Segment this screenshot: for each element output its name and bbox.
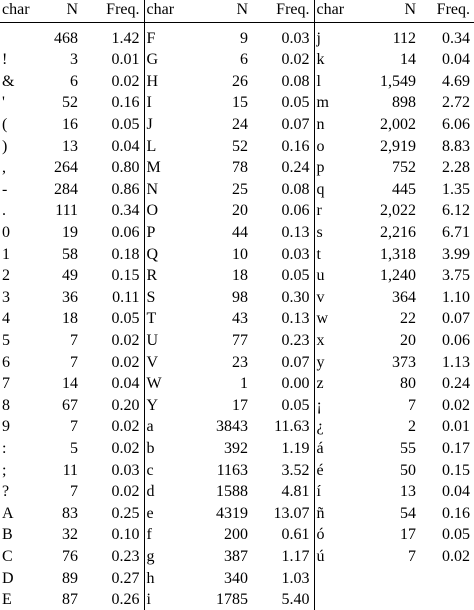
table-row [0, 373, 474, 395]
char-cell: r [314, 200, 364, 222]
count-cell: 111 [30, 200, 82, 222]
freq-cell: 13.07 [252, 502, 314, 524]
count-cell: 32 [30, 524, 82, 546]
count-cell: 9 [194, 23, 252, 50]
freq-cell: 0.24 [252, 157, 314, 179]
table-row [0, 222, 474, 244]
count-cell: 43 [194, 308, 252, 330]
table-row [0, 502, 474, 524]
char-cell: ¡ [314, 395, 364, 417]
char-cell: y [314, 351, 364, 373]
table-row [0, 416, 474, 438]
count-cell: 2,919 [364, 135, 420, 157]
table-row [0, 114, 474, 136]
freq-cell: 0.05 [252, 92, 314, 114]
count-cell: 373 [364, 351, 420, 373]
count-cell: 392 [194, 438, 252, 460]
header-char-1: char [0, 0, 30, 23]
header-char-3: char [314, 0, 364, 23]
freq-cell: 0.34 [82, 200, 144, 222]
table-header [0, 0, 474, 23]
char-cell: & [0, 71, 30, 93]
freq-cell: 0.02 [420, 395, 474, 417]
count-cell: 15 [194, 92, 252, 114]
freq-cell: 0.04 [420, 481, 474, 503]
freq-cell: 2.28 [420, 157, 474, 179]
count-cell: 98 [194, 287, 252, 309]
count-cell: 7 [364, 546, 420, 568]
freq-cell: 4.81 [252, 481, 314, 503]
count-cell: 26 [194, 71, 252, 93]
char-cell: 0 [0, 222, 30, 244]
count-cell: 2 [364, 416, 420, 438]
char-cell: í [314, 481, 364, 503]
table-row [0, 589, 474, 610]
char-cell: ñ [314, 502, 364, 524]
freq-cell: 0.18 [82, 243, 144, 265]
freq-cell: 8.83 [420, 135, 474, 157]
char-cell: t [314, 243, 364, 265]
freq-cell: 1.03 [252, 567, 314, 589]
char-cell: c [144, 459, 194, 481]
char-cell: 1 [0, 243, 30, 265]
header-freq-2: Freq. [252, 0, 314, 23]
char-cell: E [0, 589, 30, 610]
count-cell: 80 [364, 373, 420, 395]
freq-cell: 0.02 [82, 330, 144, 352]
table-row [0, 330, 474, 352]
table-row [0, 92, 474, 114]
table-row [0, 265, 474, 287]
count-cell: 76 [30, 546, 82, 568]
freq-cell: 0.02 [82, 416, 144, 438]
char-cell: w [314, 308, 364, 330]
char-cell [314, 589, 364, 610]
char-cell: 5 [0, 330, 30, 352]
char-cell: M [144, 157, 194, 179]
freq-cell: 0.04 [420, 49, 474, 71]
table-body [0, 23, 474, 610]
freq-cell: 0.07 [252, 351, 314, 373]
freq-cell: 0.02 [420, 546, 474, 568]
count-cell: 18 [194, 265, 252, 287]
char-cell: 7 [0, 373, 30, 395]
count-cell: 52 [30, 92, 82, 114]
table-row [0, 524, 474, 546]
count-cell: 18 [30, 308, 82, 330]
char-cell: u [314, 265, 364, 287]
count-cell: 7 [30, 416, 82, 438]
header-freq-1: Freq. [82, 0, 144, 23]
char-cell: R [144, 265, 194, 287]
char-cell: 3 [0, 287, 30, 309]
count-cell [364, 589, 420, 610]
freq-cell: 0.01 [420, 416, 474, 438]
char-cell: ) [0, 135, 30, 157]
count-cell: 1,240 [364, 265, 420, 287]
count-cell: 7 [30, 330, 82, 352]
count-cell: 36 [30, 287, 82, 309]
char-cell: b [144, 438, 194, 460]
count-cell: 752 [364, 157, 420, 179]
char-cell: k [314, 49, 364, 71]
table-row [0, 200, 474, 222]
char-cell: Q [144, 243, 194, 265]
freq-cell: 1.35 [420, 179, 474, 201]
freq-cell: 2.72 [420, 92, 474, 114]
char-cell: ? [0, 481, 30, 503]
char-cell: é [314, 459, 364, 481]
char-cell: f [144, 524, 194, 546]
freq-cell: 1.19 [252, 438, 314, 460]
freq-cell: 0.08 [252, 179, 314, 201]
count-cell: 7 [30, 481, 82, 503]
char-cell: v [314, 287, 364, 309]
char-cell: ó [314, 524, 364, 546]
count-cell: 2,022 [364, 200, 420, 222]
freq-cell: 0.03 [252, 23, 314, 50]
freq-cell: 0.23 [82, 546, 144, 568]
table-row [0, 546, 474, 568]
freq-cell: 1.10 [420, 287, 474, 309]
freq-cell: 0.02 [82, 71, 144, 93]
count-cell: 468 [30, 23, 82, 50]
char-cell: F [144, 23, 194, 50]
freq-cell: 0.00 [252, 373, 314, 395]
freq-cell: 0.61 [252, 524, 314, 546]
char-cell [0, 23, 30, 50]
char-cell: N [144, 179, 194, 201]
count-cell: 16 [30, 114, 82, 136]
char-cell: m [314, 92, 364, 114]
char-cell: T [144, 308, 194, 330]
char-cell: p [314, 157, 364, 179]
char-cell: x [314, 330, 364, 352]
char-cell: z [314, 373, 364, 395]
freq-cell: 0.03 [252, 243, 314, 265]
table-row [0, 157, 474, 179]
freq-cell: 0.03 [82, 459, 144, 481]
table-row [0, 49, 474, 71]
char-cell: ! [0, 49, 30, 71]
freq-cell: 0.02 [82, 481, 144, 503]
char-cell: 8 [0, 395, 30, 417]
count-cell: 1785 [194, 589, 252, 610]
freq-cell: 0.05 [420, 524, 474, 546]
count-cell: 89 [30, 567, 82, 589]
count-cell: 52 [194, 135, 252, 157]
char-cell: á [314, 438, 364, 460]
header-count-3: N [364, 0, 420, 23]
freq-cell: 0.30 [252, 287, 314, 309]
char-cell: - [0, 179, 30, 201]
count-cell: 10 [194, 243, 252, 265]
count-cell: 1,549 [364, 71, 420, 93]
char-cell: J [144, 114, 194, 136]
freq-cell: 3.75 [420, 265, 474, 287]
table-row [0, 395, 474, 417]
table-row [0, 243, 474, 265]
count-cell: 340 [194, 567, 252, 589]
freq-cell: 3.99 [420, 243, 474, 265]
char-cell: : [0, 438, 30, 460]
freq-cell: 0.02 [82, 438, 144, 460]
char-cell: V [144, 351, 194, 373]
count-cell: 264 [30, 157, 82, 179]
header-char-2: char [144, 0, 194, 23]
freq-cell: 0.06 [82, 222, 144, 244]
count-cell: 17 [364, 524, 420, 546]
header-count-1: N [30, 0, 82, 23]
freq-cell: 1.17 [252, 546, 314, 568]
freq-cell: 0.26 [82, 589, 144, 610]
freq-cell: 0.04 [82, 373, 144, 395]
char-cell: U [144, 330, 194, 352]
char-cell: P [144, 222, 194, 244]
count-cell: 3 [30, 49, 82, 71]
count-cell: 13 [364, 481, 420, 503]
freq-cell: 0.13 [252, 222, 314, 244]
count-cell: 7 [30, 351, 82, 373]
count-cell: 78 [194, 157, 252, 179]
count-cell: 6 [30, 71, 82, 93]
char-cell: ; [0, 459, 30, 481]
freq-cell: 0.05 [82, 114, 144, 136]
char-cell: Y [144, 395, 194, 417]
freq-cell: 0.05 [252, 265, 314, 287]
count-cell: 20 [194, 200, 252, 222]
count-cell: 44 [194, 222, 252, 244]
freq-cell: 0.05 [252, 395, 314, 417]
char-cell: B [0, 524, 30, 546]
count-cell: 364 [364, 287, 420, 309]
char-cell [314, 567, 364, 589]
char-cell: L [144, 135, 194, 157]
table-row [0, 135, 474, 157]
table-row [0, 481, 474, 503]
char-cell: 2 [0, 265, 30, 287]
freq-cell: 0.06 [252, 200, 314, 222]
count-cell: 77 [194, 330, 252, 352]
freq-cell: 3.52 [252, 459, 314, 481]
char-cell: s [314, 222, 364, 244]
count-cell: 445 [364, 179, 420, 201]
header-row [0, 0, 474, 23]
count-cell: 284 [30, 179, 82, 201]
char-cell: W [144, 373, 194, 395]
char-cell: e [144, 502, 194, 524]
freq-cell: 0.07 [252, 114, 314, 136]
char-cell: , [0, 157, 30, 179]
count-cell: 14 [364, 49, 420, 71]
char-cell: ( [0, 114, 30, 136]
count-cell: 20 [364, 330, 420, 352]
char-cell: q [314, 179, 364, 201]
count-cell: 4319 [194, 502, 252, 524]
freq-cell: 6.06 [420, 114, 474, 136]
count-cell: 1588 [194, 481, 252, 503]
freq-cell: 0.27 [82, 567, 144, 589]
count-cell: 1,318 [364, 243, 420, 265]
count-cell: 24 [194, 114, 252, 136]
table-row [0, 459, 474, 481]
freq-cell: 0.02 [252, 49, 314, 71]
char-cell: j [314, 23, 364, 50]
freq-cell: 0.15 [420, 459, 474, 481]
char-cell: S [144, 287, 194, 309]
table-row [0, 567, 474, 589]
count-cell: 1 [194, 373, 252, 395]
table-row [0, 23, 474, 50]
header-freq-3: Freq. [420, 0, 474, 23]
table-row [0, 438, 474, 460]
count-cell: 87 [30, 589, 82, 610]
table-row [0, 287, 474, 309]
char-cell: ' [0, 92, 30, 114]
table-row [0, 71, 474, 93]
count-cell: 67 [30, 395, 82, 417]
table-row [0, 308, 474, 330]
count-cell [364, 567, 420, 589]
char-cell: l [314, 71, 364, 93]
char-cell: D [0, 567, 30, 589]
char-cell: O [144, 200, 194, 222]
freq-cell: 0.86 [82, 179, 144, 201]
count-cell: 387 [194, 546, 252, 568]
char-cell: h [144, 567, 194, 589]
freq-cell: 0.01 [82, 49, 144, 71]
count-cell: 6 [194, 49, 252, 71]
freq-cell: 6.12 [420, 200, 474, 222]
freq-cell: 0.07 [420, 308, 474, 330]
count-cell: 898 [364, 92, 420, 114]
freq-cell: 0.04 [82, 135, 144, 157]
freq-cell: 11.63 [252, 416, 314, 438]
count-cell: 112 [364, 23, 420, 50]
freq-cell: 5.40 [252, 589, 314, 610]
freq-cell: 0.16 [252, 135, 314, 157]
char-cell: i [144, 589, 194, 610]
freq-cell [420, 589, 474, 610]
freq-cell: 0.24 [420, 373, 474, 395]
char-cell: 4 [0, 308, 30, 330]
char-cell: a [144, 416, 194, 438]
count-cell: 5 [30, 438, 82, 460]
count-cell: 25 [194, 179, 252, 201]
freq-cell: 0.34 [420, 23, 474, 50]
freq-cell: 0.10 [82, 524, 144, 546]
char-cell: 6 [0, 351, 30, 373]
char-cell: ú [314, 546, 364, 568]
freq-cell: 0.23 [252, 330, 314, 352]
char-cell: d [144, 481, 194, 503]
count-cell: 19 [30, 222, 82, 244]
count-cell: 3843 [194, 416, 252, 438]
count-cell: 23 [194, 351, 252, 373]
char-cell: 9 [0, 416, 30, 438]
table-row [0, 179, 474, 201]
count-cell: 11 [30, 459, 82, 481]
count-cell: 55 [364, 438, 420, 460]
freq-cell: 0.15 [82, 265, 144, 287]
count-cell: 2,002 [364, 114, 420, 136]
count-cell: 17 [194, 395, 252, 417]
freq-cell: 0.13 [252, 308, 314, 330]
freq-cell: 1.13 [420, 351, 474, 373]
freq-cell: 0.25 [82, 502, 144, 524]
freq-cell: 0.02 [82, 351, 144, 373]
count-cell: 7 [364, 395, 420, 417]
count-cell: 14 [30, 373, 82, 395]
char-cell: o [314, 135, 364, 157]
table-row [0, 351, 474, 373]
count-cell: 13 [30, 135, 82, 157]
header-count-2: N [194, 0, 252, 23]
char-cell: g [144, 546, 194, 568]
char-cell: ¿ [314, 416, 364, 438]
freq-cell: 0.17 [420, 438, 474, 460]
freq-cell: 1.42 [82, 23, 144, 50]
freq-cell: 0.11 [82, 287, 144, 309]
char-cell: . [0, 200, 30, 222]
freq-cell: 0.05 [82, 308, 144, 330]
char-cell: A [0, 502, 30, 524]
freq-cell: 4.69 [420, 71, 474, 93]
count-cell: 200 [194, 524, 252, 546]
freq-cell: 6.71 [420, 222, 474, 244]
char-cell: H [144, 71, 194, 93]
count-cell: 54 [364, 502, 420, 524]
freq-cell: 0.20 [82, 395, 144, 417]
freq-cell: 0.06 [420, 330, 474, 352]
freq-cell: 0.16 [420, 502, 474, 524]
count-cell: 2,216 [364, 222, 420, 244]
freq-cell: 0.16 [82, 92, 144, 114]
count-cell: 22 [364, 308, 420, 330]
count-cell: 1163 [194, 459, 252, 481]
char-cell: n [314, 114, 364, 136]
count-cell: 83 [30, 502, 82, 524]
char-cell: I [144, 92, 194, 114]
count-cell: 50 [364, 459, 420, 481]
char-cell: C [0, 546, 30, 568]
count-cell: 58 [30, 243, 82, 265]
freq-cell [420, 567, 474, 589]
count-cell: 49 [30, 265, 82, 287]
freq-cell: 0.08 [252, 71, 314, 93]
char-cell: G [144, 49, 194, 71]
freq-cell: 0.80 [82, 157, 144, 179]
